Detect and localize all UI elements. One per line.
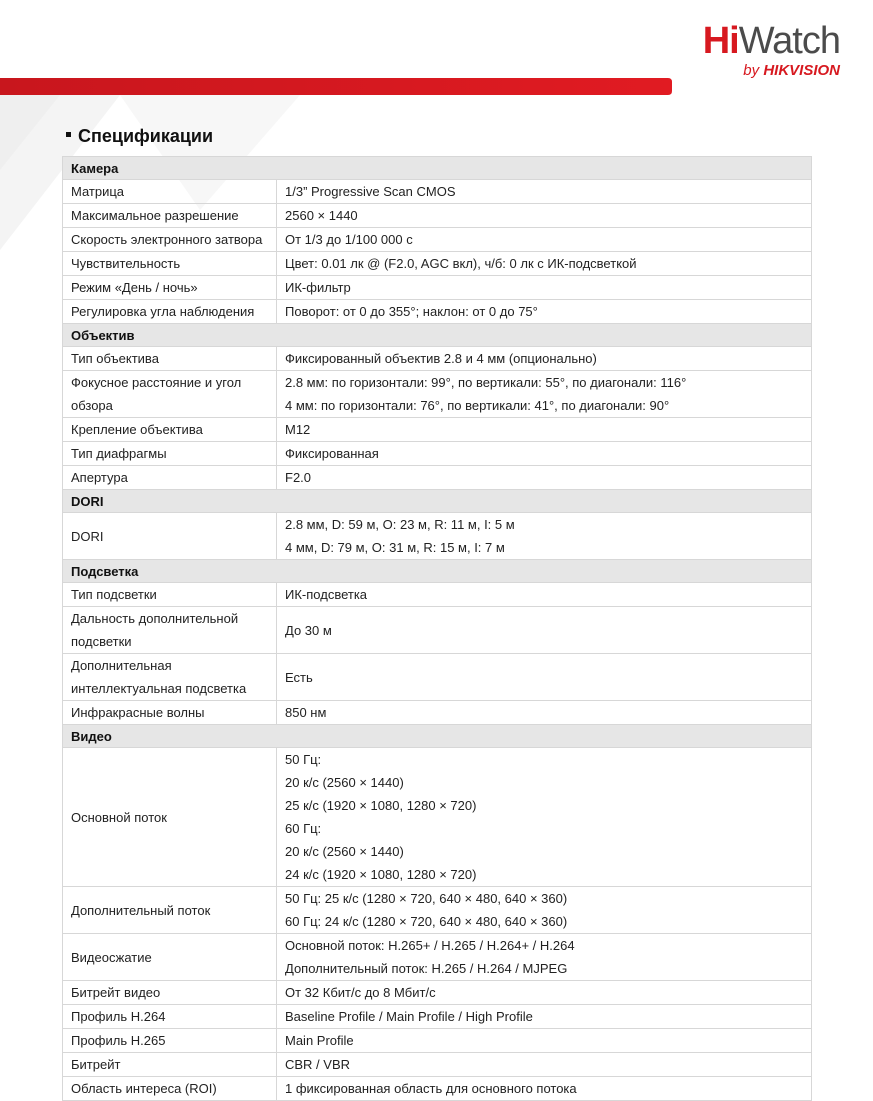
- spec-row: [63, 1077, 812, 1101]
- logo-by: by: [743, 62, 764, 79]
- spec-label: [63, 276, 277, 300]
- spec-value-line: Фиксированный объектив 2.8 и 4 мм (опционально): [285, 351, 597, 366]
- spec-row: [63, 442, 812, 466]
- spec-value-line: Дополнительный поток: H.265 / H.264 / MJPEG: [285, 961, 568, 976]
- spec-label-text: Регулировка угла наблюдения: [71, 304, 255, 319]
- page-title: [66, 126, 213, 147]
- spec-label: [63, 228, 277, 252]
- spec-row: [63, 934, 812, 981]
- logo-hikvision: HIKVISION: [763, 62, 840, 79]
- spec-value-line: Фиксированная: [285, 446, 379, 461]
- spec-label: [63, 347, 277, 371]
- spec-group-title: Объектив: [63, 324, 812, 347]
- spec-label: [63, 1029, 277, 1053]
- logo-hi: Hi: [702, 20, 739, 62]
- header-red-stripe: [0, 0, 680, 100]
- spec-table-body: [63, 157, 812, 1101]
- spec-label-text: DORI: [71, 528, 104, 544]
- logo-watch: Watch: [738, 20, 840, 62]
- spec-value: [277, 228, 812, 252]
- spec-group-header: [63, 324, 812, 347]
- spec-label-text: Битрейт: [71, 1057, 121, 1072]
- spec-value-line: 4 мм, D: 79 м, O: 31 м, R: 15 м, I: 7 м: [285, 540, 505, 555]
- spec-row: [63, 252, 812, 276]
- spec-label: [63, 300, 277, 324]
- spec-value-line: От 32 Кбит/с до 8 Мбит/с: [285, 985, 436, 1000]
- spec-label: [63, 748, 277, 887]
- spec-value: [277, 418, 812, 442]
- spec-value: [277, 607, 812, 654]
- spec-value-line: 20 к/с (2560 × 1440): [285, 775, 404, 790]
- spec-value: [277, 1029, 812, 1053]
- spec-label: [63, 583, 277, 607]
- spec-label-text: Крепление объектива: [71, 422, 203, 437]
- spec-value-line: 2.8 мм, D: 59 м, O: 23 м, R: 11 м, I: 5 м: [285, 517, 515, 532]
- spec-label: [63, 654, 277, 701]
- spec-label: [63, 934, 277, 981]
- spec-label-text: Тип диафрагмы: [71, 446, 167, 461]
- spec-row: [63, 276, 812, 300]
- spec-value-line: 1 фиксированная область для основного потока: [285, 1081, 577, 1096]
- spec-value-line: 2560 × 1440: [285, 208, 358, 223]
- spec-row: [63, 981, 812, 1005]
- spec-label: [63, 1053, 277, 1077]
- spec-label: [63, 180, 277, 204]
- spec-value-line: Основной поток: H.265+ / H.265 / H.264+ / H.264: [285, 938, 575, 953]
- spec-value: [277, 180, 812, 204]
- spec-value-line: Поворот: от 0 до 355°; наклон: от 0 до 75°: [285, 304, 538, 319]
- hiwatch-logo: [703, 22, 840, 79]
- spec-label-text: Профиль H.265: [71, 1033, 166, 1048]
- spec-row: [63, 204, 812, 228]
- spec-label: [63, 1005, 277, 1029]
- spec-row: [63, 347, 812, 371]
- spec-label: [63, 442, 277, 466]
- spec-value-line: 50 Гц:: [285, 752, 322, 767]
- spec-value-line: До 30 м: [285, 622, 332, 638]
- spec-value-line: 50 Гц: 25 к/с (1280 × 720, 640 × 480, 640 × 360): [285, 891, 568, 906]
- spec-label: [63, 513, 277, 560]
- spec-value-line: Есть: [285, 669, 313, 685]
- spec-label: [63, 252, 277, 276]
- spec-label: [63, 887, 277, 934]
- spec-group-header: [63, 560, 812, 583]
- spec-row: [63, 1005, 812, 1029]
- spec-group-title: Видео: [63, 725, 812, 748]
- spec-row: [63, 654, 812, 701]
- spec-value-line: M12: [285, 422, 311, 437]
- spec-value-line: 2.8 мм: по горизонтали: 99°, по вертикали: 55°, по диагонали: 116°: [285, 375, 687, 390]
- spec-group-title: DORI: [63, 490, 812, 513]
- spec-value-line: CBR / VBR: [285, 1057, 351, 1072]
- spec-label-text: Дальность дополнительной подсветки: [71, 611, 239, 649]
- spec-label-text: Профиль H.264: [71, 1009, 166, 1024]
- spec-value: [277, 347, 812, 371]
- spec-row: [63, 701, 812, 725]
- spec-label: [63, 981, 277, 1005]
- spec-group-header: [63, 725, 812, 748]
- spec-label-text: Апертура: [71, 470, 128, 485]
- spec-label: [63, 1077, 277, 1101]
- spec-value-line: От 1/3 до 1/100 000 с: [285, 232, 413, 247]
- spec-value: [277, 934, 812, 981]
- spec-row: [63, 748, 812, 887]
- spec-label: [63, 204, 277, 228]
- spec-label-text: Фокусное расстояние и угол обзора: [71, 375, 242, 413]
- spec-value-line: 25 к/с (1920 × 1080, 1280 × 720): [285, 798, 477, 813]
- logo-byline: [703, 63, 840, 79]
- spec-row: [63, 180, 812, 204]
- spec-value: [277, 887, 812, 934]
- spec-value: [277, 748, 812, 887]
- spec-value-line: Цвет: 0.01 лк @ (F2.0, AGC вкл), ч/б: 0 лк с ИК-подсветкой: [285, 256, 637, 271]
- spec-value: [277, 371, 812, 418]
- spec-value: [277, 1005, 812, 1029]
- spec-group-header: [63, 157, 812, 180]
- spec-label-text: Дополнительный поток: [71, 902, 211, 918]
- spec-value-line: 850 нм: [285, 705, 327, 720]
- spec-label-text: Скорость электронного затвора: [71, 232, 263, 247]
- spec-row: [63, 1029, 812, 1053]
- spec-label: [63, 701, 277, 725]
- spec-value-line: ИК-фильтр: [285, 280, 351, 295]
- spec-label: [63, 466, 277, 490]
- page-title-text: Спецификации: [78, 126, 214, 146]
- spec-value: [277, 204, 812, 228]
- spec-label: [63, 371, 277, 418]
- spec-value: [277, 1053, 812, 1077]
- spec-label-text: Тип подсветки: [71, 587, 157, 602]
- spec-row: [63, 300, 812, 324]
- spec-table: [62, 156, 812, 1101]
- spec-row: [63, 228, 812, 252]
- spec-label-text: Чувствительность: [71, 256, 181, 271]
- spec-value-line: Main Profile: [285, 1033, 354, 1048]
- spec-label: [63, 607, 277, 654]
- spec-value: [277, 252, 812, 276]
- spec-group-title: Подсветка: [63, 560, 812, 583]
- spec-row: [63, 887, 812, 934]
- spec-label-text: Тип объектива: [71, 351, 159, 366]
- spec-label-text: Область интереса (ROI): [71, 1081, 217, 1096]
- spec-value-line: ИК-подсветка: [285, 587, 368, 602]
- spec-row: [63, 607, 812, 654]
- spec-label-text: Битрейт видео: [71, 985, 161, 1000]
- spec-value-line: 1/3” Progressive Scan CMOS: [285, 184, 456, 199]
- spec-row: [63, 513, 812, 560]
- spec-value-line: 60 Гц:: [285, 821, 322, 836]
- spec-value-line: 20 к/с (2560 × 1440): [285, 844, 404, 859]
- spec-label-text: Дополнительная интеллектуальная подсветка: [71, 658, 247, 696]
- spec-value: [277, 466, 812, 490]
- spec-value-line: 4 мм: по горизонтали: 76°, по вертикали: 41°, по диагонали: 90°: [285, 398, 670, 413]
- spec-value: [277, 1077, 812, 1101]
- spec-value: [277, 701, 812, 725]
- spec-row: [63, 1053, 812, 1077]
- spec-label-text: Основной поток: [71, 809, 167, 825]
- bullet-icon: [66, 132, 71, 137]
- spec-row: [63, 583, 812, 607]
- spec-label: [63, 418, 277, 442]
- spec-value: [277, 583, 812, 607]
- spec-label-text: Инфракрасные волны: [71, 705, 205, 720]
- spec-value-line: Baseline Profile / Main Profile / High Profile: [285, 1009, 533, 1024]
- spec-label-text: Видеосжатие: [71, 949, 152, 965]
- spec-value-line: F2.0: [285, 470, 312, 485]
- spec-value: [277, 300, 812, 324]
- spec-label-text: Режим «День / ночь»: [71, 280, 198, 295]
- spec-label-text: Максимальное разрешение: [71, 208, 239, 223]
- spec-value: [277, 276, 812, 300]
- spec-group-title: Камера: [63, 157, 812, 180]
- spec-value: [277, 442, 812, 466]
- spec-label-text: Матрица: [71, 184, 125, 199]
- spec-group-header: [63, 490, 812, 513]
- spec-value-line: 24 к/с (1920 × 1080, 1280 × 720): [285, 867, 477, 882]
- spec-row: [63, 371, 812, 418]
- spec-value: [277, 654, 812, 701]
- spec-value: [277, 513, 812, 560]
- logo-wordmark: [703, 22, 840, 60]
- spec-row: [63, 466, 812, 490]
- spec-value-line: 60 Гц: 24 к/с (1280 × 720, 640 × 480, 640 × 360): [285, 914, 568, 929]
- spec-row: [63, 418, 812, 442]
- spec-value: [277, 981, 812, 1005]
